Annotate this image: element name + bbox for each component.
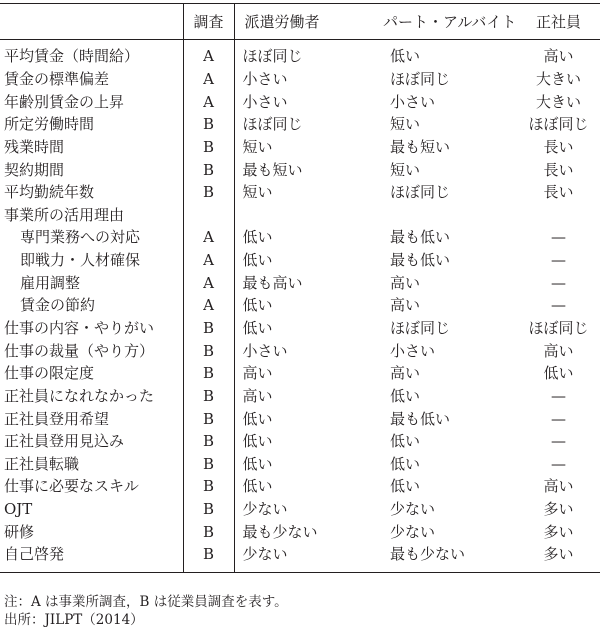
cell-part: ほぼ同じ bbox=[390, 69, 451, 88]
cell-haken: 少ない bbox=[242, 500, 288, 519]
cell-item: OJT bbox=[0, 498, 183, 521]
cell-survey: B bbox=[183, 113, 234, 136]
header-survey: 調査 bbox=[183, 4, 234, 40]
cell-item: 正社員登用希望 bbox=[0, 407, 183, 430]
header-part: パート・アルバイト bbox=[368, 4, 517, 40]
table-row bbox=[0, 68, 600, 91]
cell-survey: A bbox=[183, 68, 234, 91]
cell-seisha: — bbox=[551, 228, 566, 247]
cell-survey: B bbox=[183, 181, 234, 204]
cell-seisha: 多い bbox=[543, 522, 574, 541]
table-row bbox=[0, 362, 600, 385]
cell-seisha: 長い bbox=[543, 183, 574, 202]
cell-survey: B bbox=[183, 362, 234, 385]
cell-survey: A bbox=[183, 226, 234, 249]
cell-part: 低い bbox=[390, 47, 421, 66]
cell-item: 平均勤続年数 bbox=[0, 181, 183, 204]
table-row bbox=[0, 226, 600, 249]
cell-part: 高い bbox=[390, 273, 421, 292]
cell-item: 契約期間 bbox=[0, 158, 183, 181]
cell-seisha bbox=[517, 203, 600, 226]
cell-haken: 短い bbox=[242, 137, 273, 156]
table-row bbox=[0, 181, 600, 204]
cell-part: 低い bbox=[390, 477, 421, 496]
cell-part: 高い bbox=[390, 296, 421, 315]
cell-item: 年齢別賃金の上昇 bbox=[0, 90, 183, 113]
cell-seisha: 高い bbox=[543, 341, 574, 360]
cell-part: 短い bbox=[390, 160, 421, 179]
table-row bbox=[0, 543, 600, 572]
cell-item: 専門業務への対応 bbox=[0, 226, 183, 249]
cell-haken bbox=[234, 203, 368, 226]
cell-survey: B bbox=[183, 475, 234, 498]
cell-seisha: — bbox=[551, 273, 566, 292]
table-header-row bbox=[0, 4, 600, 40]
cell-haken: 高い bbox=[242, 386, 273, 405]
cell-seisha: 長い bbox=[543, 160, 574, 179]
header-seisha: 正社員 bbox=[517, 4, 600, 40]
cell-item: 賃金の節約 bbox=[0, 294, 183, 317]
table-row bbox=[0, 317, 600, 340]
table-row bbox=[0, 520, 600, 543]
cell-item: 事業所の活用理由 bbox=[0, 203, 183, 226]
cell-haken: 低い bbox=[242, 477, 273, 496]
cell-item: 雇用調整 bbox=[0, 271, 183, 294]
cell-seisha: — bbox=[551, 454, 566, 473]
table-row bbox=[0, 249, 600, 272]
cell-survey: B bbox=[183, 136, 234, 159]
cell-survey: A bbox=[183, 271, 234, 294]
cell-survey: B bbox=[183, 385, 234, 408]
cell-part: 高い bbox=[390, 364, 421, 383]
table-row bbox=[0, 40, 600, 68]
header-item bbox=[0, 4, 183, 40]
table-row bbox=[0, 407, 600, 430]
cell-part: 小さい bbox=[390, 341, 436, 360]
cell-haken: ほぼ同じ bbox=[242, 115, 303, 134]
cell-part: 短い bbox=[390, 115, 421, 134]
cell-seisha: 多い bbox=[517, 543, 600, 572]
cell-survey: B bbox=[183, 520, 234, 543]
cell-seisha: 長い bbox=[543, 137, 574, 156]
cell-survey: B bbox=[183, 317, 234, 340]
cell-part: 小さい bbox=[390, 92, 436, 111]
cell-haken: 低い bbox=[242, 409, 273, 428]
cell-part: 最も短い bbox=[390, 137, 451, 156]
table-row bbox=[0, 271, 600, 294]
cell-seisha: 高い bbox=[543, 47, 574, 66]
table-row bbox=[0, 475, 600, 498]
cell-item: 仕事の内容・やりがい bbox=[0, 317, 183, 340]
cell-survey: A bbox=[183, 90, 234, 113]
table-row bbox=[0, 498, 600, 521]
table-body bbox=[0, 40, 600, 573]
cell-part: 少ない bbox=[390, 522, 436, 541]
cell-haken: 低い bbox=[242, 432, 273, 451]
table-row bbox=[0, 113, 600, 136]
cell-haken: 最も短い bbox=[242, 160, 303, 179]
table-row bbox=[0, 158, 600, 181]
cell-part bbox=[368, 203, 517, 226]
cell-item: 仕事に必要なスキル bbox=[0, 475, 183, 498]
cell-part: 最も低い bbox=[390, 409, 451, 428]
cell-seisha: — bbox=[551, 432, 566, 451]
cell-seisha: — bbox=[551, 409, 566, 428]
cell-haken: 低い bbox=[242, 296, 273, 315]
cell-item: 即戦力・人材確保 bbox=[0, 249, 183, 272]
table-row bbox=[0, 453, 600, 476]
cell-haken: 小さい bbox=[242, 92, 288, 111]
cell-part: 少ない bbox=[390, 500, 436, 519]
cell-survey: B bbox=[183, 498, 234, 521]
table-row bbox=[0, 294, 600, 317]
cell-haken: 低い bbox=[242, 228, 273, 247]
cell-item: 正社員登用見込み bbox=[0, 430, 183, 453]
cell-seisha: — bbox=[551, 296, 566, 315]
cell-item: 仕事の裁量（やり方） bbox=[0, 339, 183, 362]
cell-item: 仕事の限定度 bbox=[0, 362, 183, 385]
table-row bbox=[0, 90, 600, 113]
cell-item: 正社員になれなかった bbox=[0, 385, 183, 408]
cell-haken: 低い bbox=[242, 319, 273, 337]
cell-survey: B bbox=[183, 430, 234, 453]
cell-part: ほぼ同じ bbox=[390, 319, 451, 337]
cell-part: ほぼ同じ bbox=[390, 183, 451, 202]
cell-part: 低い bbox=[390, 432, 421, 451]
header-haken: 派遣労働者 bbox=[234, 4, 368, 40]
cell-haken: ほぼ同じ bbox=[242, 47, 303, 66]
table-row bbox=[0, 203, 600, 226]
cell-item: 所定労働時間 bbox=[0, 113, 183, 136]
cell-part: 最も少ない bbox=[368, 543, 517, 572]
cell-item: 賃金の標準偏差 bbox=[0, 68, 183, 91]
table-source: 出所：JILPT（2014） bbox=[4, 612, 144, 628]
cell-haken: 小さい bbox=[242, 69, 288, 88]
cell-seisha: 大きい bbox=[535, 92, 581, 111]
cell-seisha: 低い bbox=[543, 364, 574, 383]
cell-item: 平均賃金（時間給） bbox=[0, 40, 183, 68]
cell-haken: 低い bbox=[242, 251, 273, 270]
cell-haken: 小さい bbox=[242, 341, 288, 360]
cell-survey: B bbox=[183, 453, 234, 476]
cell-part: 最も低い bbox=[390, 228, 451, 247]
cell-item: 自己啓発 bbox=[0, 543, 183, 572]
cell-seisha: 高い bbox=[543, 477, 574, 496]
cell-haken: 少ない bbox=[234, 543, 368, 572]
cell-survey: B bbox=[183, 158, 234, 181]
cell-seisha: — bbox=[551, 251, 566, 270]
table-row bbox=[0, 136, 600, 159]
comparison-table bbox=[0, 3, 600, 573]
cell-survey: B bbox=[183, 339, 234, 362]
table-row bbox=[0, 339, 600, 362]
cell-survey: B bbox=[183, 543, 234, 572]
cell-seisha: ほぼ同じ bbox=[528, 115, 589, 134]
cell-seisha: 多い bbox=[543, 500, 574, 519]
cell-seisha: 大きい bbox=[535, 69, 581, 88]
cell-survey: A bbox=[183, 40, 234, 68]
cell-part: 低い bbox=[390, 386, 421, 405]
cell-item: 正社員転職 bbox=[0, 453, 183, 476]
cell-haken: 短い bbox=[242, 183, 273, 202]
cell-survey: A bbox=[183, 249, 234, 272]
cell-part: 最も低い bbox=[390, 251, 451, 270]
cell-part: 低い bbox=[390, 454, 421, 473]
cell-item: 研修 bbox=[0, 520, 183, 543]
cell-survey bbox=[183, 203, 234, 226]
cell-item: 残業時間 bbox=[0, 136, 183, 159]
cell-haken: 最も少ない bbox=[242, 522, 318, 541]
cell-haken: 低い bbox=[242, 454, 273, 473]
table-note: 注：A は事業所調査，B は従業員調査を表す。 bbox=[4, 594, 288, 610]
cell-survey: A bbox=[183, 294, 234, 317]
table-row bbox=[0, 430, 600, 453]
cell-haken: 高い bbox=[242, 364, 273, 383]
cell-seisha: — bbox=[551, 386, 566, 405]
cell-survey: B bbox=[183, 407, 234, 430]
cell-haken: 最も高い bbox=[242, 273, 303, 292]
table-row bbox=[0, 385, 600, 408]
cell-seisha: ほぼ同じ bbox=[528, 319, 589, 337]
